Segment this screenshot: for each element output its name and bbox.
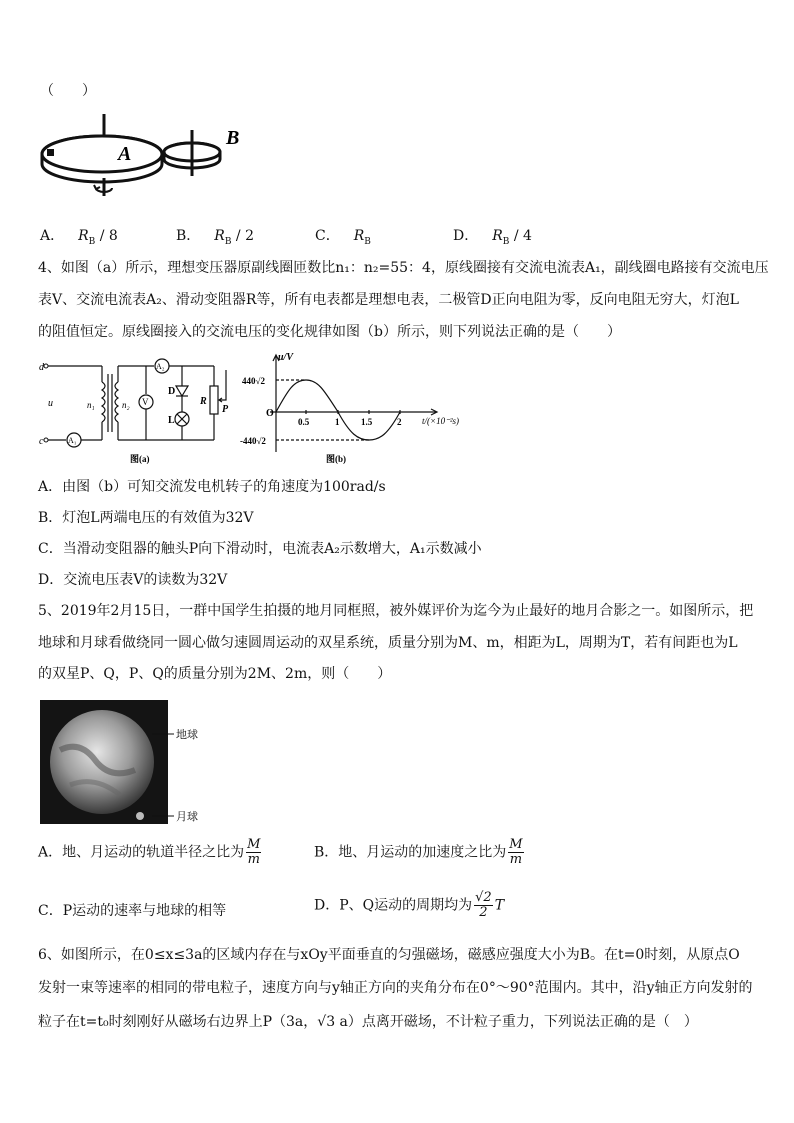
- q4-graph-tick-3: 2: [397, 417, 402, 427]
- q6-stem-line-1: 6、如图所示，在0≤x≤3a的区域内存在与xOy平面垂直的匀强磁场，磁感应强度大小为B。在t=0时刻，从原点O: [38, 947, 740, 963]
- q5-photo-leader-lines: [150, 700, 180, 824]
- q4-stem-line-3: 的阻值恒定。原线圈接入的交流电压的变化规律如图（b）所示，则下列说法正确的是（ ）: [38, 324, 621, 340]
- q4-meter-a1: A₁: [68, 436, 77, 445]
- q3-disc-figure: [40, 112, 255, 212]
- q4-graph-tick-2: 1.5: [361, 417, 373, 427]
- q4-graph-tick-1: 1: [335, 417, 340, 427]
- q6-stem-line-3: 粒子在t=t₀时刻刚好从磁场右边界上P（3a，√3 a）点离开磁场，不计粒子重力，下列说法正确的是（ ）: [38, 1014, 698, 1030]
- q3-label-a: A: [118, 143, 132, 165]
- q5-moon-label: 月球: [176, 810, 198, 823]
- q4-label-lamp: L: [168, 415, 175, 426]
- q5-stem-line-2: 地球和月球看做绕同一圆心做匀速圆周运动的双星系统，质量分别为M、m，相距为L，周期为T，若有间距也为L: [38, 635, 738, 651]
- q4-caption-b: 图(b): [326, 454, 346, 464]
- q4-label-n2: n₂: [122, 400, 130, 410]
- q5-option-a-fraction: $\frac{M}{m}$: [247, 837, 261, 867]
- q4-meter-v: V: [142, 397, 149, 407]
- q4-option-a[interactable]: A．由图（b）可知交流发电机转子的角速度为100rad/s: [38, 479, 386, 495]
- q4-meter-a2: A₂: [156, 362, 165, 371]
- q4-stem-line-1: 4、如图（a）所示，理想变压器原副线圈匝数比n₁：n₂=55：4，原线圈接有交流电流表A₁，副线圈电路接有交流电压: [38, 260, 769, 276]
- q4-graph-ytop: 440√2: [242, 376, 265, 386]
- q5-option-b-fraction: $\frac{M}{m}$: [509, 837, 523, 867]
- q5-earth-moon-photo: [40, 700, 168, 824]
- q4-option-b[interactable]: B．灯泡L两端电压的有效值为32V: [38, 510, 254, 526]
- q4-graph-ybottom: -440√2: [240, 436, 266, 446]
- q4-graph-origin: O: [266, 408, 274, 419]
- q4-graph-tick-0: 0.5: [298, 417, 310, 427]
- q5-option-b[interactable]: B．地、月运动的加速度之比为 $\frac{M}{m}$: [314, 837, 523, 867]
- q5-option-d-fraction: $\frac{√2}{2}$: [475, 890, 492, 920]
- q4-circuit-figure-a: [36, 356, 236, 466]
- q3-label-b: B: [226, 127, 240, 149]
- q5-earth-label: 地球: [176, 728, 198, 741]
- q5-stem-line-3: 的双星P、Q，P、Q的质量分别为2M、2m，则（ ）: [38, 666, 392, 682]
- q4-label-d: d: [39, 362, 44, 373]
- q5-option-c[interactable]: C．P运动的速率与地球的相等: [38, 903, 227, 919]
- q4-option-d[interactable]: D．交流电压表V的读数为32V: [38, 572, 228, 588]
- q4-option-c[interactable]: C．当滑动变阻器的触头P向下滑动时，电流表A₂示数增大，A₁示数减小: [38, 541, 482, 557]
- q4-label-r: R: [200, 396, 207, 407]
- q4-stem-line-2: 表V、交流电流表A₂、滑动变阻器R等，所有电表都是理想电表，二极管D正向电阻为零，反向电阻无穷大，灯泡L: [38, 292, 739, 308]
- q3-option-c[interactable]: C． $R_B$: [315, 228, 371, 247]
- q4-caption-a: 图(a): [130, 454, 150, 464]
- q4-label-u: u: [48, 398, 53, 409]
- q4-voltage-graph-b: [240, 352, 490, 467]
- q4-label-n1: n₁: [87, 400, 95, 410]
- q5-stem-line-1: 5、2019年2月15日，一群中国学生拍摄的地月同框照，被外媒评价为迄今为止最好的地月合影之一。如图所示，把: [38, 603, 754, 619]
- q4-label-diode: D: [168, 386, 176, 397]
- q5-option-a[interactable]: A．地、月运动的轨道半径之比为 $\frac{M}{m}$: [38, 837, 261, 867]
- q5-option-d[interactable]: D．P、Q运动的周期均为 $\frac{√2}{2}$ T: [314, 890, 505, 920]
- q3-option-b[interactable]: B． $R_B / 2$: [176, 228, 254, 247]
- q4-graph-ylabel: u/V: [278, 352, 294, 363]
- q4-graph-xlabel: t/(×10⁻²s): [422, 416, 460, 426]
- q3-option-d[interactable]: D． $R_B / 4$: [453, 228, 532, 247]
- q3-blank: （ ）: [40, 83, 96, 99]
- q4-label-p: P: [222, 404, 229, 415]
- q3-option-a[interactable]: A． $R_B / 8$: [40, 228, 118, 247]
- q4-label-c: c: [39, 436, 44, 447]
- q6-stem-line-2: 发射一束等速率的相同的带电粒子，速度方向与y轴正方向的夹角分布在0°～90°范围内。其中，沿y轴正方向发射的: [38, 980, 753, 996]
